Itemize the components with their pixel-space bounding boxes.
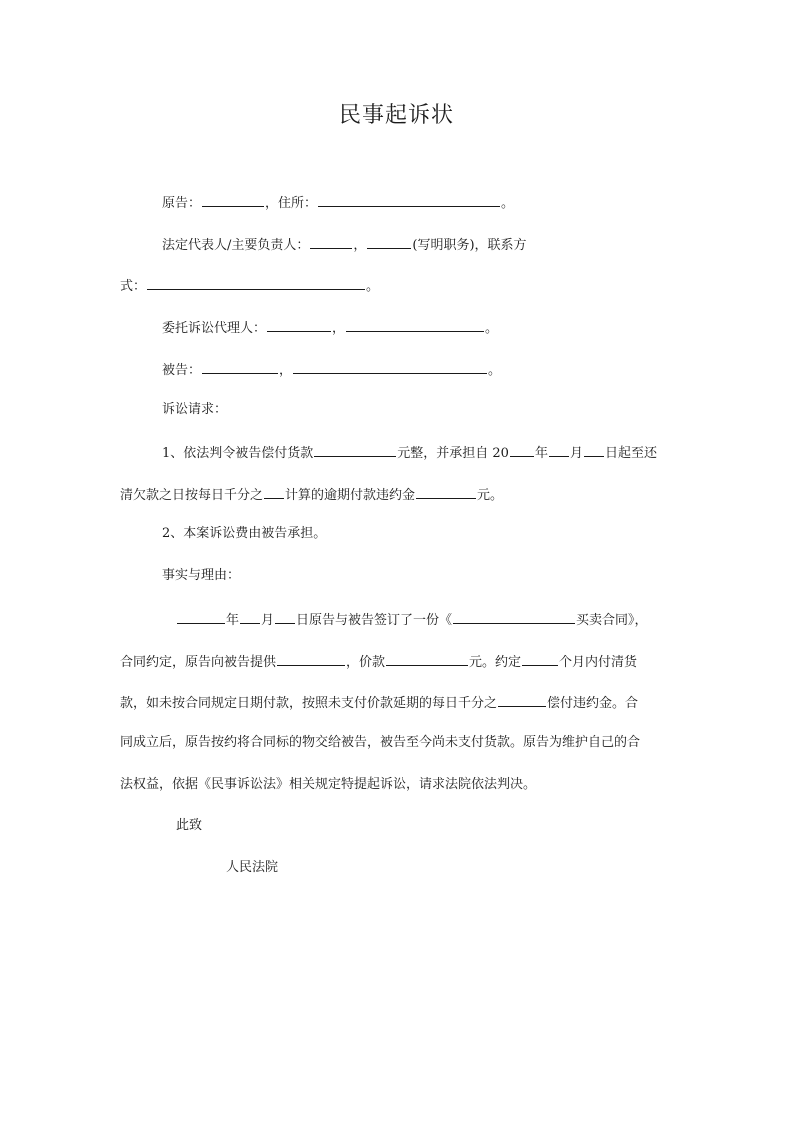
facts-line3 xyxy=(120,691,638,714)
facts-text-f: ，价款 xyxy=(346,655,386,670)
claims-heading: 诉讼请求： xyxy=(162,402,228,417)
defendant-label: 被告： xyxy=(162,363,202,378)
contact-label: 式： xyxy=(120,279,147,294)
court-text: 人民法院 xyxy=(226,860,279,875)
claim1-penalty-blank[interactable] xyxy=(416,483,476,499)
defendant-name-blank[interactable] xyxy=(202,358,278,374)
agent-label: 委托诉讼代理人： xyxy=(162,321,267,336)
legal-rep-note: (写明职务)，联系方 xyxy=(412,238,527,253)
facts-year-label: 年 xyxy=(226,613,240,628)
facts-text-j: 偿付违约金。合 xyxy=(547,696,639,711)
closing-text: 此致 xyxy=(176,818,203,833)
facts-line2 xyxy=(120,650,637,673)
facts-text-h: 个月内付清货 xyxy=(559,655,638,670)
plaintiff-end: 。 xyxy=(501,196,515,211)
claim1-line1 xyxy=(162,441,657,464)
claim1-text-h: 元。 xyxy=(477,488,504,503)
claim1-text-b: 元整，并承担自 20 xyxy=(397,446,509,461)
facts-contract-name-blank[interactable] xyxy=(453,608,575,624)
facts-line5: 法权益，依据《民事诉讼法》相关规定特提起诉讼，请求法院依法判决。 xyxy=(120,777,537,792)
facts-months-blank[interactable] xyxy=(522,650,558,666)
facts-rate-blank[interactable] xyxy=(498,691,546,707)
page-title: 民事起诉状 xyxy=(338,103,454,128)
legal-rep-contact-line xyxy=(120,274,379,297)
defendant-end: 。 xyxy=(488,363,502,378)
plaintiff-label: 原告： xyxy=(162,196,202,211)
facts-heading: 事实与理由： xyxy=(162,568,241,583)
plaintiff-name-blank[interactable] xyxy=(202,191,264,207)
facts-day-blank[interactable] xyxy=(275,608,295,624)
facts-text-c: 日原告与被告签订了一份《 xyxy=(296,613,453,628)
agent-name-blank[interactable] xyxy=(267,316,331,332)
facts-text-g: 元。约定 xyxy=(469,655,522,670)
contact-blank[interactable] xyxy=(147,274,365,290)
facts-goods-blank[interactable] xyxy=(277,650,345,666)
facts-price-blank[interactable] xyxy=(386,650,468,666)
legal-rep-name-blank[interactable] xyxy=(310,233,352,249)
facts-month-label: 月 xyxy=(261,613,275,628)
agent-sep: ， xyxy=(332,321,346,336)
claim1-text-f: 清欠款之日按每日千分之 xyxy=(120,488,264,503)
facts-text-d: 买卖合同》， xyxy=(576,613,648,628)
defendant-info-blank[interactable] xyxy=(293,358,487,374)
claim1-amount-blank[interactable] xyxy=(314,441,396,457)
claim1-line2 xyxy=(120,483,503,506)
legal-rep-label: 法定代表人/主要负责人： xyxy=(162,238,310,253)
claim1-text-e: 日起至还 xyxy=(605,446,658,461)
claim1-year-blank[interactable] xyxy=(510,441,534,457)
legal-rep-sep: ， xyxy=(353,238,367,253)
claim2-line: 2、本案诉讼费由被告承担。 xyxy=(162,526,327,541)
plaintiff-address-label: ，住所： xyxy=(265,196,318,211)
claim1-month-blank[interactable] xyxy=(549,441,569,457)
claim1-text-g: 计算的逾期付款违约金 xyxy=(285,488,416,503)
claim1-year-label: 年 xyxy=(534,446,548,461)
facts-line1 xyxy=(176,608,648,631)
legal-rep-title-blank[interactable] xyxy=(367,233,411,249)
agent-info-blank[interactable] xyxy=(346,316,484,332)
claim1-day-blank[interactable] xyxy=(584,441,604,457)
facts-line4: 同成立后，原告按约将合同标的物交给被告，被告至今尚未支付货款。原告为维护自己的合 xyxy=(120,735,641,750)
claim1-month-label: 月 xyxy=(569,446,583,461)
defendant-line xyxy=(162,358,501,381)
contact-end: 。 xyxy=(366,279,380,294)
claim1-rate-blank[interactable] xyxy=(264,483,284,499)
plaintiff-address-blank[interactable] xyxy=(318,191,500,207)
plaintiff-line xyxy=(162,191,514,214)
defendant-sep: ， xyxy=(279,363,293,378)
claim1-text-a: 1、依法判令被告偿付货款 xyxy=(162,446,314,461)
legal-rep-line xyxy=(162,233,527,256)
facts-year-blank[interactable] xyxy=(177,608,225,624)
agent-end: 。 xyxy=(485,321,499,336)
agent-line xyxy=(162,316,498,339)
facts-text-i: 款，如未按合同规定日期付款，按照未支付价款延期的每日千分之 xyxy=(120,696,498,711)
facts-text-e: 合同约定，原告向被告提供 xyxy=(120,655,277,670)
facts-month-blank[interactable] xyxy=(240,608,260,624)
